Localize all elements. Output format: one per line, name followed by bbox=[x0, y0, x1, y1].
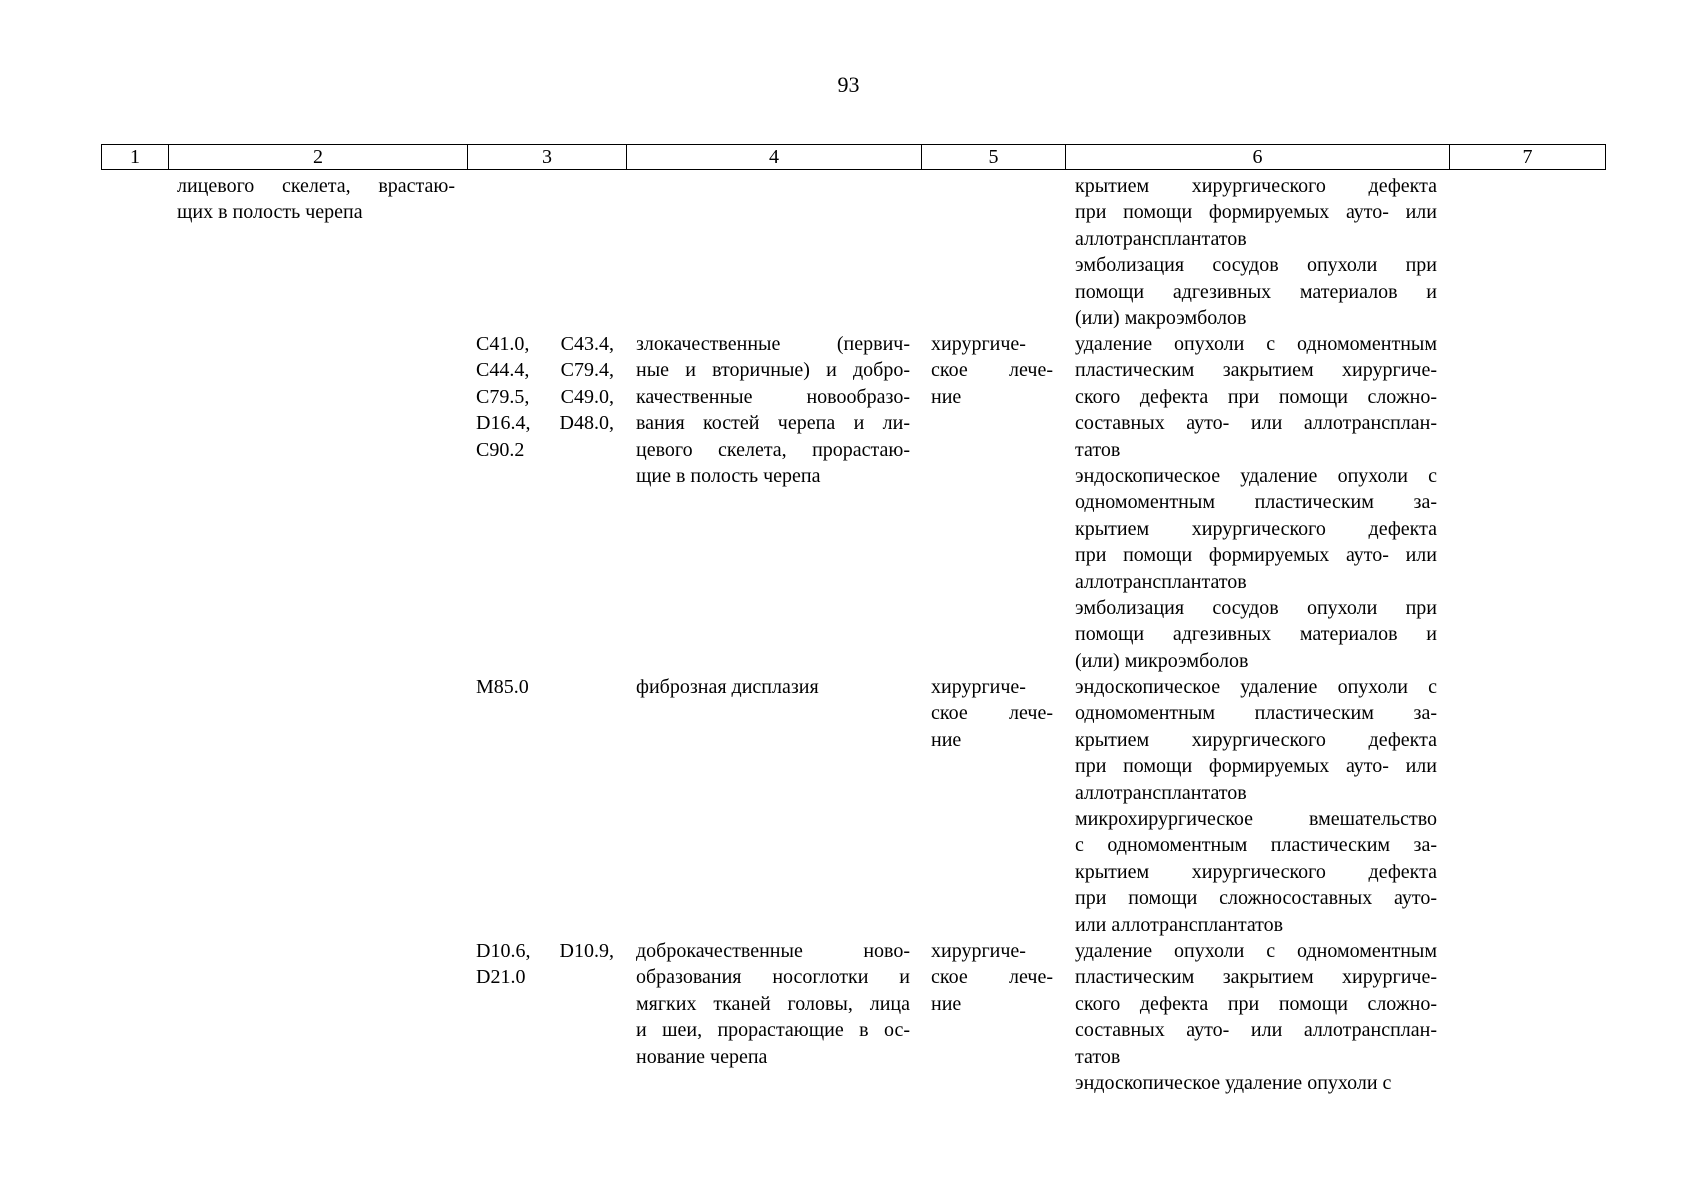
text-line: одномоментным пластическим за- bbox=[1075, 702, 1437, 725]
text-line: ского дефекта при помощи сложно- bbox=[1075, 992, 1437, 1015]
text-line: эмболизация сосудов опухоли при bbox=[1075, 254, 1437, 277]
row-3-treatment bbox=[931, 938, 1053, 1017]
text-line: удаление опухоли с одномоментным bbox=[1075, 333, 1437, 355]
text-line: эндоскопическое удаление опухоли с bbox=[1075, 465, 1437, 488]
text-line: аллотрансплантатов bbox=[1075, 570, 1247, 593]
column-number-6: 6 bbox=[1066, 145, 1450, 170]
column-number-2: 2 bbox=[169, 145, 468, 170]
text-line: ние bbox=[931, 992, 962, 1015]
text-line: составных ауто- или аллотрансплан- bbox=[1075, 1019, 1437, 1042]
row-2-treatment bbox=[931, 674, 1053, 753]
text-line: D16.4, D48.0, bbox=[476, 412, 614, 435]
text-line: эмболизация сосудов опухоли при bbox=[1075, 597, 1437, 620]
text-line: D10.6, D10.9, bbox=[476, 940, 614, 962]
text-line: ское лече- bbox=[931, 702, 1053, 725]
text-line: микрохирургическое вмешательство bbox=[1075, 808, 1437, 831]
text-line: злокачественные (первич- bbox=[636, 333, 910, 355]
text-line: хирургиче- bbox=[931, 676, 1026, 698]
text-line: C41.0, C43.4, bbox=[476, 333, 614, 355]
text-line: при помощи сложносоставных ауто- bbox=[1075, 887, 1437, 910]
text-line: аллотрансплантатов bbox=[1075, 781, 1247, 804]
text-line: ского дефекта при помощи сложно- bbox=[1075, 385, 1437, 408]
continuation-methods bbox=[1075, 173, 1437, 331]
text-line: ское лече- bbox=[931, 359, 1053, 382]
text-line: крытием хирургического дефекта bbox=[1075, 860, 1437, 883]
table-header bbox=[101, 144, 1606, 170]
text-line: нование черепа bbox=[636, 1045, 768, 1068]
column-number-3: 3 bbox=[468, 145, 627, 170]
row-3-codes bbox=[476, 938, 614, 991]
text-line: ные и вторичные) и добро- bbox=[636, 359, 910, 382]
text-line: (или) микроэмболов bbox=[1075, 649, 1249, 672]
text-line: C79.5, C49.0, bbox=[476, 385, 614, 408]
row-1-codes bbox=[476, 331, 614, 463]
text-line: C44.4, C79.4, bbox=[476, 359, 614, 382]
text-line: D21.0 bbox=[476, 966, 526, 989]
text-line: пластическим закрытием хирургиче- bbox=[1075, 359, 1437, 382]
text-line: хирургиче- bbox=[931, 333, 1026, 355]
text-line: аллотрансплантатов bbox=[1075, 227, 1247, 250]
text-line: ское лече- bbox=[931, 966, 1053, 989]
text-line: образования носоглотки и bbox=[636, 966, 910, 989]
text-line: или аллотрансплантатов bbox=[1075, 913, 1284, 936]
text-line: мягких тканей головы, лица bbox=[636, 992, 910, 1015]
text-line: качественные новообразо- bbox=[636, 385, 910, 408]
text-line: ние bbox=[931, 728, 962, 751]
text-line: с одномоментным пластическим за- bbox=[1075, 834, 1437, 857]
text-line: C90.2 bbox=[476, 438, 525, 461]
text-line: M85.0 bbox=[476, 676, 529, 698]
column-number-1: 1 bbox=[102, 145, 169, 170]
text-line: хирургиче- bbox=[931, 940, 1026, 962]
text-line: доброкачественные ново- bbox=[636, 940, 910, 962]
row-3-model bbox=[636, 938, 910, 1070]
text-line: щих в полость черепа bbox=[177, 201, 363, 224]
text-line: одномоментным пластическим за- bbox=[1075, 491, 1437, 514]
text-line: помощи адгезивных материалов и bbox=[1075, 280, 1437, 303]
text-line: щие в полость черепа bbox=[636, 465, 821, 488]
row-2-methods bbox=[1075, 674, 1437, 938]
row-1-methods bbox=[1075, 331, 1437, 674]
text-line: эндоскопическое удаление опухоли с bbox=[1075, 1072, 1392, 1095]
text-line: вания костей черепа и ли- bbox=[636, 412, 910, 435]
text-line: эндоскопическое удаление опухоли с bbox=[1075, 676, 1437, 698]
text-line: ние bbox=[931, 385, 962, 408]
row-1-treatment bbox=[931, 331, 1053, 410]
text-line: фиброзная дисплазия bbox=[636, 676, 819, 698]
text-line: татов bbox=[1075, 1045, 1121, 1068]
continuation-diagnosis bbox=[177, 173, 455, 226]
text-line: составных ауто- или аллотрансплан- bbox=[1075, 412, 1437, 435]
row-1-model bbox=[636, 331, 910, 489]
text-line: цевого скелета, прорастаю- bbox=[636, 438, 910, 461]
column-number-4: 4 bbox=[627, 145, 922, 170]
text-line: крытием хирургического дефекта bbox=[1075, 517, 1437, 540]
column-number-5: 5 bbox=[922, 145, 1066, 170]
row-2-model bbox=[636, 674, 910, 700]
row-3-methods bbox=[1075, 938, 1437, 1096]
text-line: крытием хирургического дефекта bbox=[1075, 175, 1437, 197]
page-number: 93 bbox=[837, 72, 860, 97]
row-2-codes bbox=[476, 674, 614, 700]
text-line: пластическим закрытием хирургиче- bbox=[1075, 966, 1437, 989]
text-line: при помощи формируемых ауто- или bbox=[1075, 201, 1437, 224]
text-line: удаление опухоли с одномоментным bbox=[1075, 940, 1437, 962]
text-line: крытием хирургического дефекта bbox=[1075, 728, 1437, 751]
text-line: помощи адгезивных материалов и bbox=[1075, 623, 1437, 646]
text-line: при помощи формируемых ауто- или bbox=[1075, 755, 1437, 778]
text-line: и шеи, прорастающие в ос- bbox=[636, 1019, 910, 1042]
column-number-7: 7 bbox=[1450, 145, 1606, 170]
text-line: при помощи формируемых ауто- или bbox=[1075, 544, 1437, 567]
text-line: лицевого скелета, врастаю- bbox=[177, 175, 455, 197]
text-line: татов bbox=[1075, 438, 1121, 461]
text-line: (или) макроэмболов bbox=[1075, 307, 1247, 330]
